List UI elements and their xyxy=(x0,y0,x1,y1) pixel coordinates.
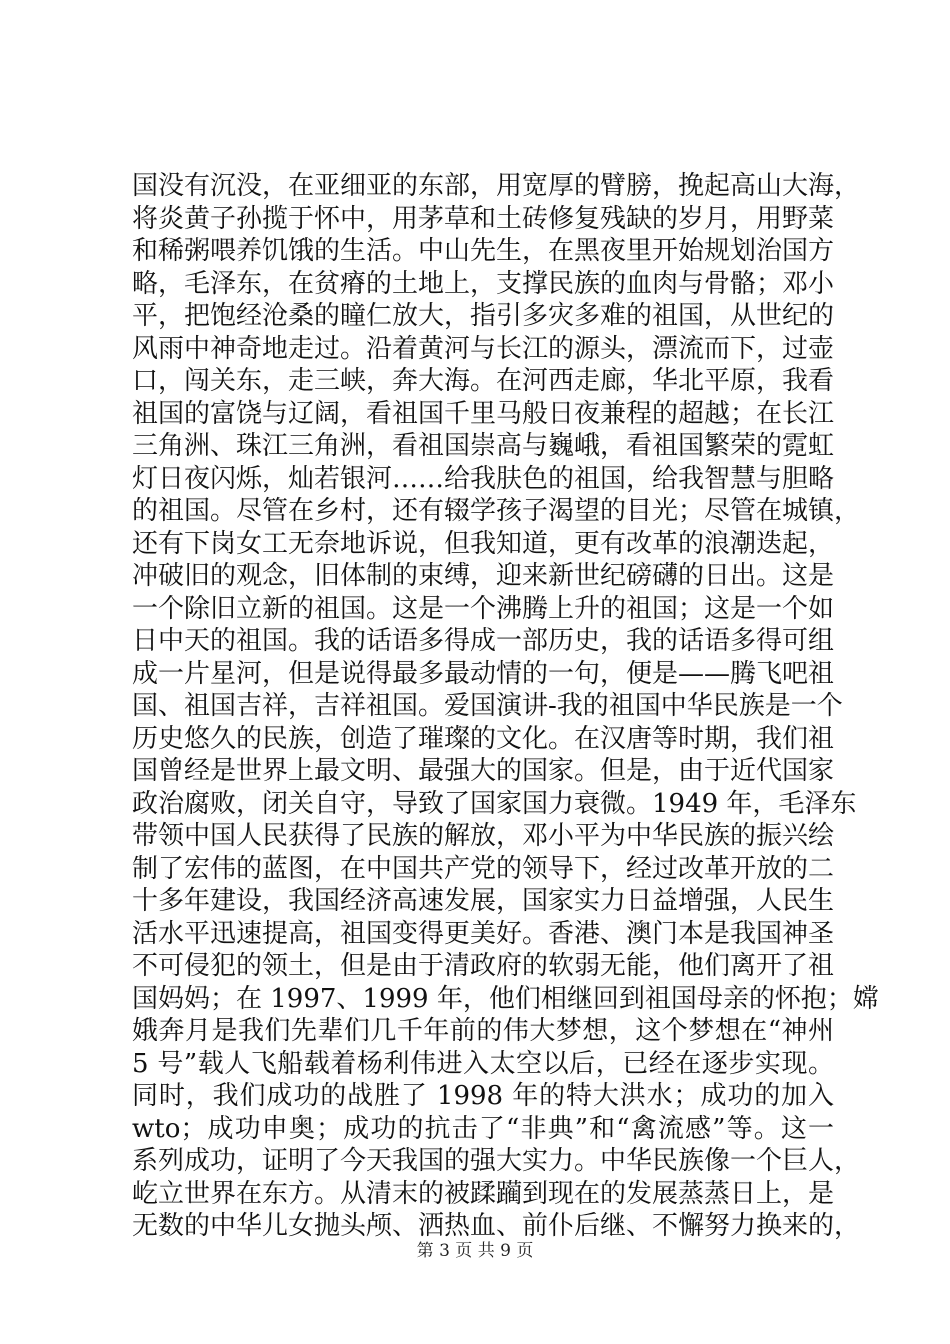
text-line: 娥奔月是我们先辈们几千年前的伟大梦想，这个梦想在“神州 xyxy=(132,1016,834,1046)
body-text xyxy=(132,170,879,1243)
text-line: 成一片星河，但是说得最多最动情的一句，便是——腾飞吧祖 xyxy=(132,658,835,689)
text-line: 活水平迅速提高，祖国变得更美好。香港、澳门本是我国神圣 xyxy=(132,918,835,949)
text-line: 不可侵犯的领土，但是由于清政府的软弱无能，他们离开了祖 xyxy=(132,951,835,981)
text-line: 平，把饱经沧桑的瞳仁放大，指引多灾多难的祖国，从世纪的 xyxy=(132,301,835,331)
text-line: 祖国的富饶与辽阔，看祖国千里马般日夜兼程的超越；在长江 xyxy=(132,398,835,429)
text-line: 国没有沉没，在亚细亚的东部，用宽厚的臂膀，挽起高山大海， xyxy=(132,171,861,201)
text-line: 历史悠久的民族，创造了璀璨的文化。在汉唐等时期，我们祖 xyxy=(132,723,835,754)
text-line: 制了宏伟的蓝图，在中国共产党的领导下，经过改革开放的二 xyxy=(132,853,835,884)
text-line: 将炎黄子孙揽于怀中，用茅草和土砖修复残缺的岁月，用野菜 xyxy=(132,203,835,234)
text-line: 5 号”载人飞船载着杨利伟进入太空以后，已经在逐步实现。 xyxy=(132,1048,834,1079)
text-line: wto；成功申奥；成功的抗击了“非典”和“禽流感”等。这一 xyxy=(132,1113,834,1144)
text-line: 一个除旧立新的祖国。这是一个沸腾上升的祖国；这是一个如 xyxy=(132,593,835,624)
text-line: 和稀粥喂养饥饿的生活。中山先生，在黑夜里开始规划治国方 xyxy=(132,236,835,266)
text-line: 屹立世界在东方。从清末的被蹂躏到现在的发展蒸蒸日上，是 xyxy=(132,1178,835,1209)
text-line: 无数的中华儿女抛头颅、洒热血、前仆后继、不懈努力换来的， xyxy=(132,1211,861,1241)
page-total: 共 9 页 xyxy=(477,1241,534,1261)
text-line: 风雨中神奇地走过。沿着黄河与长江的源头，漂流而下，过壶 xyxy=(132,333,835,364)
text-line: 口，闯关东，走三峡，奔大海。在河西走廊，华北平原，我看 xyxy=(132,366,835,396)
text-line: 略，毛泽东，在贫瘠的土地上，支撑民族的血肉与骨骼；邓小 xyxy=(132,268,835,299)
page-number: 第 3 页 xyxy=(416,1241,473,1261)
text-line: 冲破旧的观念，旧体制的束缚，迎来新世纪磅礴的日出。这是 xyxy=(132,561,835,591)
text-line: 政治腐败，闭关自守，导致了国家国力衰微。1949 年，毛泽东 xyxy=(132,788,857,819)
text-line: 三角洲、珠江三角洲，看祖国崇高与巍峨，看祖国繁荣的霓虹 xyxy=(132,431,835,461)
text-line: 带领中国人民获得了民族的解放，邓小平为中华民族的振兴绘 xyxy=(132,821,835,851)
text-line: 的祖国。尽管在乡村，还有辍学孩子渴望的目光；尽管在城镇， xyxy=(132,496,861,526)
text-line: 国、祖国吉祥，吉祥祖国。爱国演讲-我的祖国中华民族是一个 xyxy=(132,691,843,721)
text-line: 国妈妈；在 1997、1999 年，他们相继回到祖国母亲的怀抱；嫦 xyxy=(132,983,879,1014)
text-line: 国曾经是世界上最文明、最强大的国家。但是，由于近代国家 xyxy=(132,756,835,786)
text-line: 十多年建设，我国经济高速发展，国家实力日益增强，人民生 xyxy=(132,886,835,916)
page-footer xyxy=(0,1236,950,1261)
text-line: 系列成功，证明了今天我国的强大实力。中华民族像一个巨人， xyxy=(132,1146,861,1176)
text-line: 灯日夜闪烁，灿若银河……给我肤色的祖国，给我智慧与胆略 xyxy=(132,463,835,494)
text-line: 还有下岗女工无奈地诉说，但我知道，更有改革的浪潮迭起， xyxy=(132,528,835,559)
text-line: 同时，我们成功的战胜了 1998 年的特大洪水；成功的加入 xyxy=(132,1081,834,1111)
text-line: 日中天的祖国。我的话语多得成一部历史，我的话语多得可组 xyxy=(132,626,835,656)
